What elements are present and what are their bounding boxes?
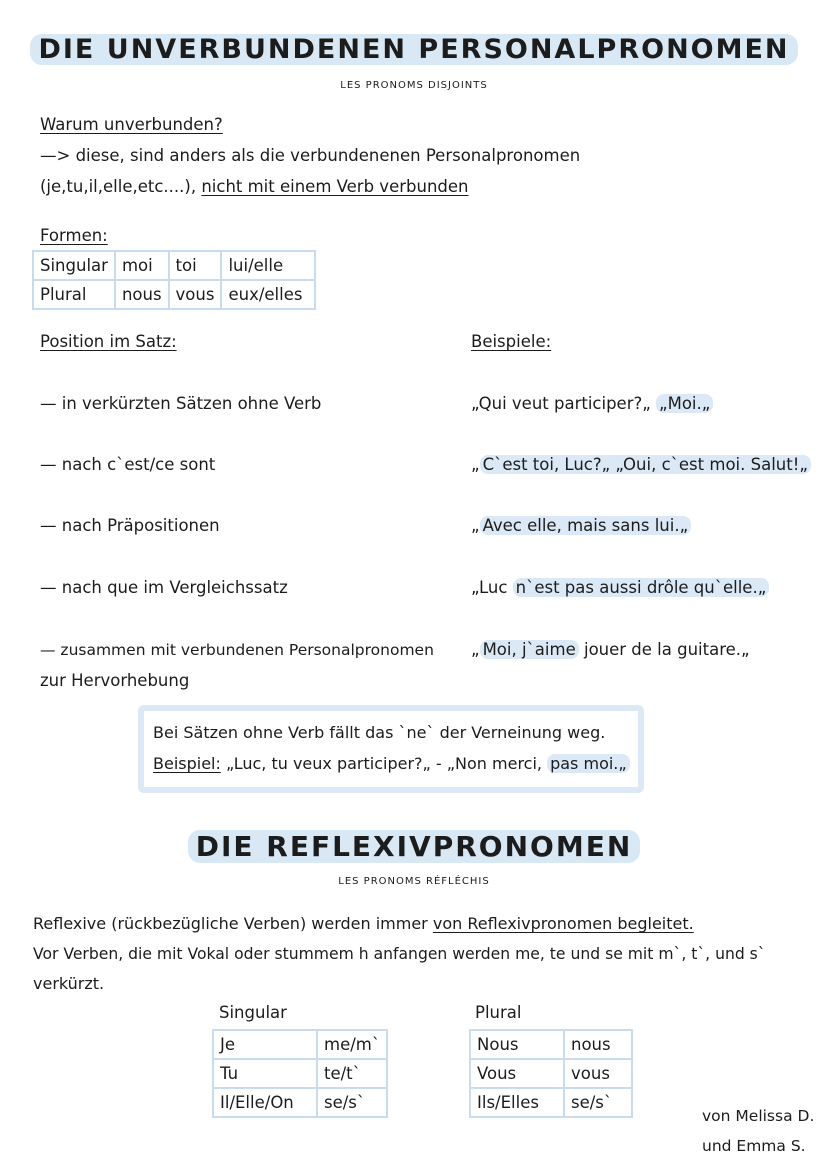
rule-example-highlight: n`est pas aussi drôle qu`elle.„ bbox=[513, 578, 770, 597]
rule-position: — nach Präpositionen bbox=[40, 516, 220, 535]
reflexive-line-1-underlined: von Reflexivpronomen begleitet. bbox=[432, 914, 694, 933]
credit-line-2: und Emma S. bbox=[702, 1137, 806, 1155]
note-line-1: Bei Sätzen ohne Verb fällt das `ne` der Verneinung weg. bbox=[153, 723, 606, 742]
section-title-text: DIE REFLEXIVPRONOMEN bbox=[188, 830, 641, 863]
table-cell: vous bbox=[564, 1059, 632, 1088]
rule-example-text: „Qui veut participer?„ bbox=[471, 394, 657, 413]
rule-example-text: jouer de la guitare.„ bbox=[578, 640, 750, 659]
table-cell: nous bbox=[564, 1030, 632, 1059]
rule-position: — in verkürzten Sätzen ohne Verb bbox=[40, 394, 322, 413]
rule-example-text: „ bbox=[471, 455, 480, 474]
note-box bbox=[138, 705, 644, 793]
forms-table bbox=[32, 250, 316, 310]
singular-table bbox=[212, 1029, 388, 1118]
reflexive-line-3: verkürzt. bbox=[33, 974, 105, 993]
table-row bbox=[470, 1088, 632, 1117]
table-cell: lui/elle bbox=[221, 251, 315, 280]
table-cell: te/t` bbox=[317, 1059, 387, 1088]
why-heading: Warum unverbunden? bbox=[40, 115, 223, 134]
rule-position: — nach c`est/ce sont bbox=[40, 455, 216, 474]
rule-example-text: „ bbox=[471, 516, 480, 535]
rule-example-text: „ bbox=[471, 640, 480, 659]
table-row bbox=[33, 280, 315, 309]
rule-position: — nach que im Vergleichssatz bbox=[40, 578, 288, 597]
why-line-2-underlined: nicht mit einem Verb verbunden bbox=[201, 177, 469, 196]
rule-example-text: „Luc bbox=[471, 578, 513, 597]
section-title bbox=[0, 830, 828, 863]
page-subtitle: LES PRONOMS DISJOINTS bbox=[340, 80, 488, 91]
reflexive-line-1 bbox=[33, 913, 694, 935]
note-example-highlight: pas moi.„ bbox=[547, 754, 630, 773]
table-cell: Singular bbox=[33, 251, 115, 280]
why-line-2 bbox=[40, 176, 468, 198]
rule-example-highlight: Moi, j`aime bbox=[480, 640, 579, 659]
table-cell: se/s` bbox=[564, 1088, 632, 1117]
table-cell: Vous bbox=[470, 1059, 564, 1088]
rule-example-highlight: C`est toi, Luc?„ „Oui, c`est moi. Salut!„ bbox=[480, 455, 811, 474]
table-cell: eux/elles bbox=[221, 280, 315, 309]
rule-example-highlight: Avec elle, mais sans lui.„ bbox=[480, 516, 692, 535]
why-line-1: —> diese, sind anders als die verbundenenen Personalpronomen bbox=[40, 146, 581, 165]
examples-heading: Beispiele: bbox=[471, 332, 552, 351]
table-row bbox=[33, 251, 315, 280]
note-line-2 bbox=[153, 753, 630, 775]
plural-table bbox=[469, 1029, 633, 1118]
table-cell: me/m` bbox=[317, 1030, 387, 1059]
rule-position-continued: zur Hervorhebung bbox=[40, 671, 190, 690]
reflexive-line-1-text: Reflexive (rückbezügliche Verben) werden immer bbox=[33, 914, 433, 933]
singular-heading: Singular bbox=[219, 1003, 287, 1022]
table-row bbox=[213, 1059, 387, 1088]
rule-example bbox=[471, 639, 750, 661]
table-row bbox=[213, 1088, 387, 1117]
note-example-text: „Luc, tu veux participer?„ - „Non merci, bbox=[220, 754, 548, 773]
note-example-label: Beispiel: bbox=[153, 754, 221, 773]
plural-heading: Plural bbox=[475, 1003, 522, 1022]
table-cell: se/s` bbox=[317, 1088, 387, 1117]
rule-example bbox=[471, 454, 811, 476]
credit-line-1: von Melissa D. bbox=[702, 1107, 815, 1125]
why-line-2-text: (je,tu,il,elle,etc....), bbox=[40, 177, 202, 196]
page-title bbox=[0, 34, 828, 65]
table-cell: nous bbox=[115, 280, 169, 309]
table-cell: vous bbox=[169, 280, 222, 309]
rule-position: — zusammen mit verbundenen Personalpronomen bbox=[40, 641, 434, 659]
table-cell: Nous bbox=[470, 1030, 564, 1059]
table-cell: Plural bbox=[33, 280, 115, 309]
forms-heading: Formen: bbox=[40, 226, 108, 245]
table-cell: Il/Elle/On bbox=[213, 1088, 317, 1117]
rule-example bbox=[471, 393, 713, 415]
reflexive-line-2: Vor Verben, die mit Vokal oder stummem h anfangen werden me, te und se mit m`, t`, und s` bbox=[33, 945, 766, 963]
rule-example bbox=[471, 577, 769, 599]
table-cell: moi bbox=[115, 251, 169, 280]
table-cell: Tu bbox=[213, 1059, 317, 1088]
table-row bbox=[213, 1030, 387, 1059]
table-row bbox=[470, 1059, 632, 1088]
rule-example bbox=[471, 515, 691, 537]
section-subtitle: LES PRONOMS RÉFLÉCHIS bbox=[338, 876, 490, 887]
table-row bbox=[470, 1030, 632, 1059]
table-cell: Ils/Elles bbox=[470, 1088, 564, 1117]
table-cell: Je bbox=[213, 1030, 317, 1059]
rule-example-highlight: „Moi.„ bbox=[656, 394, 713, 413]
table-cell: toi bbox=[169, 251, 222, 280]
position-heading: Position im Satz: bbox=[40, 332, 177, 351]
page-title-text: DIE UNVERBUNDENEN PERSONALPRONOMEN bbox=[30, 34, 797, 65]
